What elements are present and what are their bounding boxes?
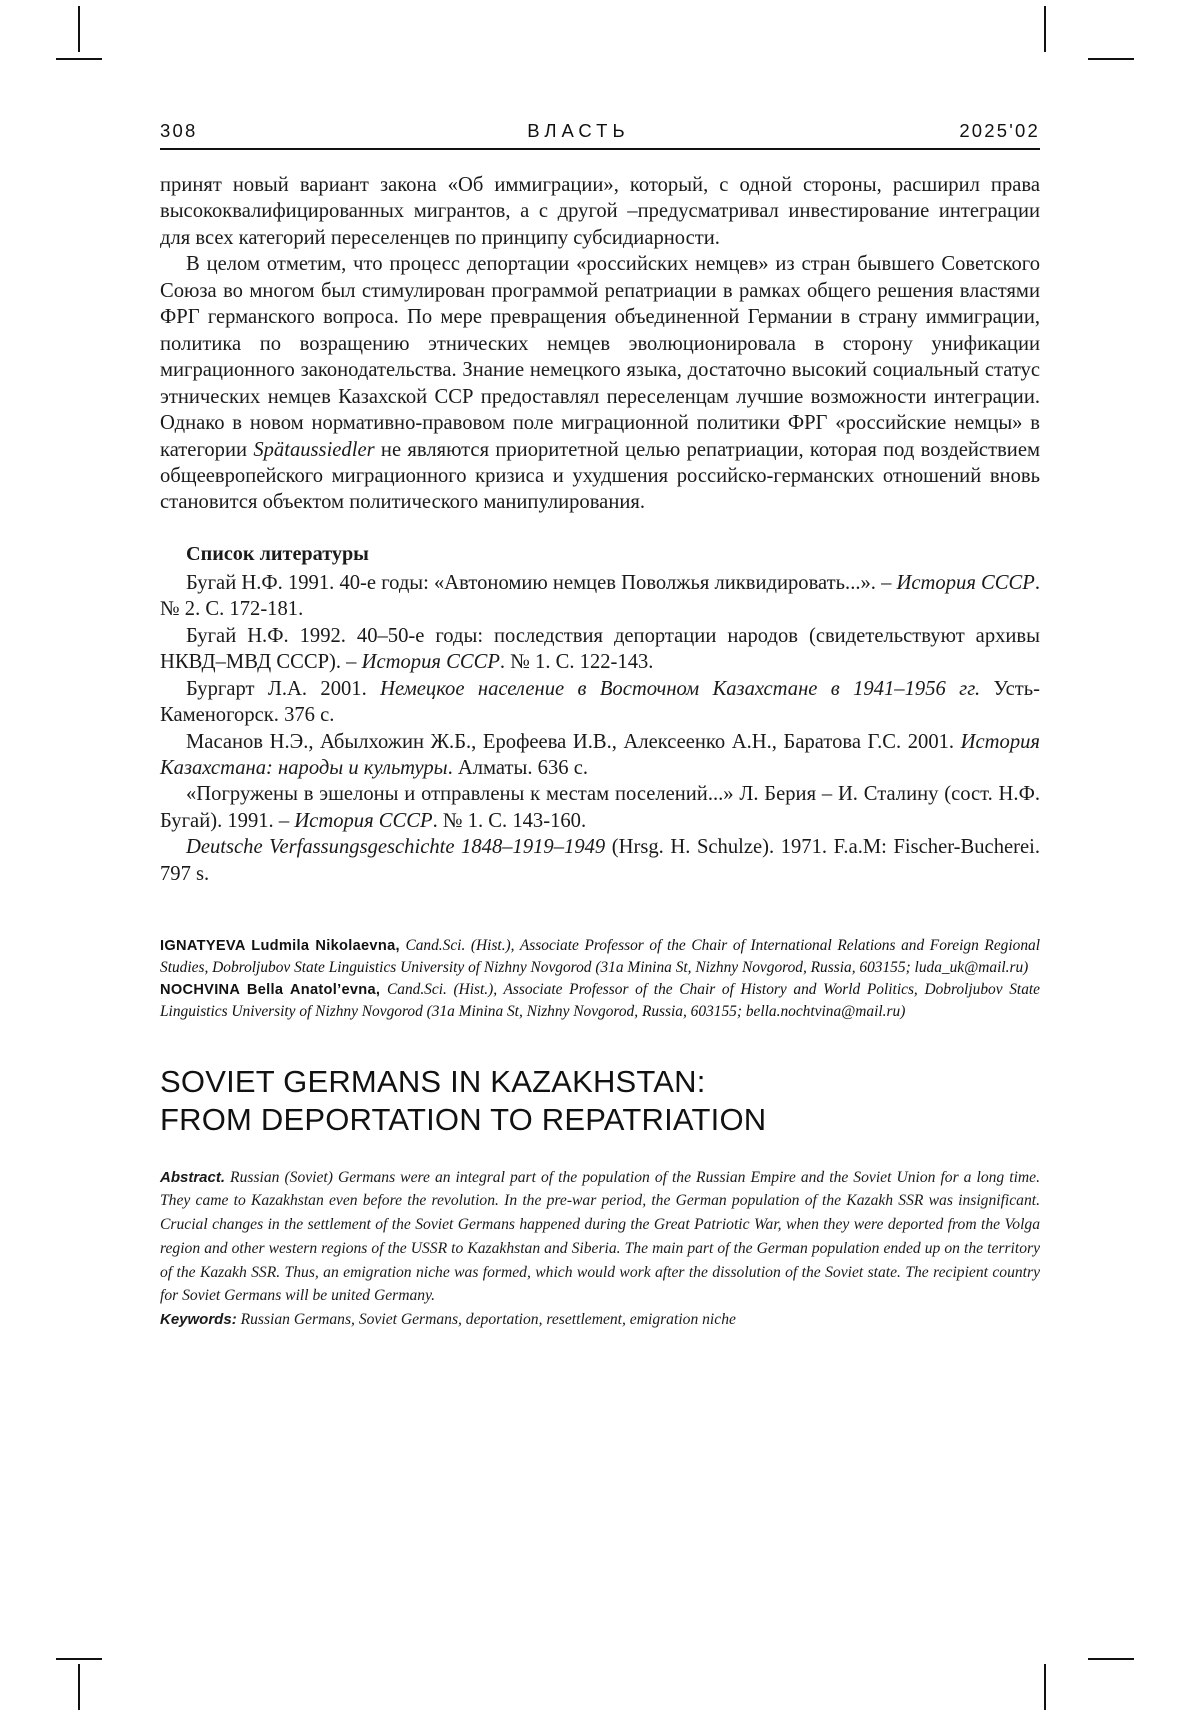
author-entry bbox=[160, 935, 1040, 979]
reference-text-pre: «Погружены в эшелоны и отправлены к местам поселений...» Л. Берия – И. Сталину (сост. Н.Ф. Бугай). 1991. – bbox=[160, 783, 1040, 832]
abstract-text: Russian (Soviet) Germans were an integral part of the population of the Russian Empire and the Soviet Union for a long time. They came to Kazakhstan even before the revolution. In the pre-war period, the German population of the Kazakh SSR was insignificant. Crucial changes in the settlement of the Soviet Germans happened during the Great Patriotic War, when they were deported from the Volga region and other western regions of the USSR to Kazakhstan and Siberia. The main part of the German population ended up on the territory of the Kazakh SSR. Thus, an emigration niche was formed, which would work after the dissolution of the Soviet state. The recipient country for Soviet Germans will be united Germany. bbox=[160, 1168, 1040, 1305]
reference-item bbox=[160, 676, 1040, 729]
keywords-text: Russian Germans, Soviet Germans, deportation, resettlement, emigration niche bbox=[236, 1310, 736, 1328]
abstract-section bbox=[160, 1166, 1040, 1332]
abstract-paragraph bbox=[160, 1166, 1040, 1308]
abstract-label: Abstract. bbox=[160, 1168, 226, 1186]
reference-text-post: . № 1. С. 122-143. bbox=[499, 651, 654, 674]
article-title-en bbox=[160, 1063, 1040, 1140]
crop-mark-bottom-right-horizontal bbox=[1088, 1658, 1134, 1660]
journal-name: ВЛАСТЬ bbox=[527, 120, 630, 141]
crop-mark-top-right-vertical bbox=[1044, 6, 1046, 52]
reference-text-post: . № 1. С. 143-160. bbox=[432, 809, 587, 832]
crop-mark-top-right-horizontal bbox=[1088, 58, 1134, 60]
reference-text-pre: Бугай Н.Ф. 1992. 40–50-е годы: последствия депортации народов (свидетельствуют архивы НКВД–МВД СССР). – bbox=[160, 624, 1040, 674]
article-title-line-1: SOVIET GERMANS IN KAZAKHSTAN: bbox=[160, 1063, 706, 1099]
paragraph-conclusion-part2: не являются приоритетной целью репатриации, которая под воздействием общеевропейского миграционного кризиса и ухудшения российско-германских отношений вновь становится объектом политического манипулирования. bbox=[160, 438, 1040, 514]
references-section bbox=[160, 542, 1040, 887]
reference-source: История СССР bbox=[896, 571, 1035, 594]
reference-item bbox=[160, 570, 1040, 623]
author-name: IGNATYEVA Ludmila Nikolaevna, bbox=[160, 938, 400, 955]
references-heading: Список литературы bbox=[186, 542, 369, 565]
article-title-line-2: FROM DEPORTATION TO REPATRIATION bbox=[160, 1102, 767, 1138]
reference-source: История СССР bbox=[361, 651, 500, 674]
reference-text-pre: Бугай Н.Ф. 1991. 40-е годы: «Автономию немцев Поволжья ликвидировать...». – bbox=[186, 571, 897, 594]
keywords-paragraph bbox=[160, 1308, 1040, 1332]
crop-mark-bottom-right-vertical bbox=[1044, 1664, 1046, 1710]
reference-source: Deutsche Verfassungsgeschichte 1848–1919–1949 bbox=[186, 836, 606, 859]
crop-mark-top-left-horizontal bbox=[56, 58, 102, 60]
paragraph-continuation: принят новый вариант закона «Об иммиграции», который, с одной стороны, расширил права высококвалифицированных мигрантов, а с другой –предусматривал инвестирование интеграции для всех категорий переселенцев по принципу субсидиарности. bbox=[160, 174, 1040, 249]
paragraph-conclusion-part1: В целом отметим, что процесс депортации «российских немцев» из стран бывшего Советского Союза во многом был стимулирован программой репатриации в рамках общего решения властями ФРГ германского вопроса. По мере превращения объединенной Германии в страну иммиграции, политика по возращению этнических немцев эволюционировала в сторону унификации миграционного законодательства. Знание немецкого языка, достаточно высокий социальный статус этнических немцев Казахской ССР предоставлял переселенцам лучшие возможности интеграции. Однако в новом нормативно-правовом поле миграционной политики ФРГ «российские немцы» в категории bbox=[160, 253, 1040, 461]
reference-text-post: (Hrsg. H. Schulze). 1971. F.a.M: Fischer-Bucherei. 797 s. bbox=[160, 836, 1040, 885]
reference-text-post: Усть-Каменогорск. 376 с. bbox=[160, 677, 1040, 727]
reference-item bbox=[160, 729, 1040, 782]
crop-mark-bottom-left-horizontal bbox=[56, 1658, 102, 1660]
reference-source: История СССР bbox=[294, 809, 433, 832]
term-spataussiedler: Spätaussiedler bbox=[253, 438, 375, 461]
running-head bbox=[160, 120, 1040, 150]
reference-item bbox=[160, 623, 1040, 676]
author-affiliations bbox=[160, 935, 1040, 1023]
page-content bbox=[160, 120, 1040, 1332]
reference-text-pre: Масанов Н.Э., Абылхожин Ж.Б., Ерофеева И.В., Алексеенко А.Н., Баратова Г.С. 2001. bbox=[186, 730, 961, 753]
author-entry bbox=[160, 979, 1040, 1023]
reference-source: Немецкое население в Восточном Казахстане в 1941–1956 гг. bbox=[380, 677, 981, 700]
crop-mark-bottom-left-vertical bbox=[78, 1664, 80, 1710]
author-affiliation-text: Cand.Sci. (Hist.), Associate Professor of the Chair of History and World Politics, Dobroljubov State Linguistics University of Nizhny Novgorod (31a Minina St, Nizhny Novgorod, Russia, 603155; bella.nochtvina@mail.ru) bbox=[160, 981, 1041, 1020]
reference-text-post: . Алматы. 636 с. bbox=[447, 757, 588, 780]
paragraph-conclusion bbox=[160, 251, 1040, 516]
reference-item bbox=[160, 781, 1040, 834]
issue-number: 2025'02 bbox=[959, 120, 1040, 141]
page-number: 308 bbox=[160, 120, 198, 141]
author-name: NOCHVINA Bella Anatol’evna, bbox=[160, 982, 381, 999]
reference-source: История Казахстана: народы и культуры bbox=[160, 730, 1040, 780]
keywords-label: Keywords: bbox=[160, 1310, 237, 1328]
author-affiliation-text: Cand.Sci. (Hist.), Associate Professor of the Chair of International Relations and Foreign Regional Studies, Dobroljubov State Linguistics University of Nizhny Novgorod (31a Minina St, Nizhny Novgorod, Russia, 603155; luda_uk@mail.ru) bbox=[160, 937, 1040, 977]
reference-text-pre: Бургарт Л.А. 2001. bbox=[186, 677, 381, 700]
reference-item bbox=[160, 834, 1040, 887]
reference-text-post: . № 2. С. 172-181. bbox=[160, 571, 1040, 621]
crop-mark-top-left-vertical bbox=[78, 6, 80, 52]
body-text bbox=[160, 172, 1040, 516]
